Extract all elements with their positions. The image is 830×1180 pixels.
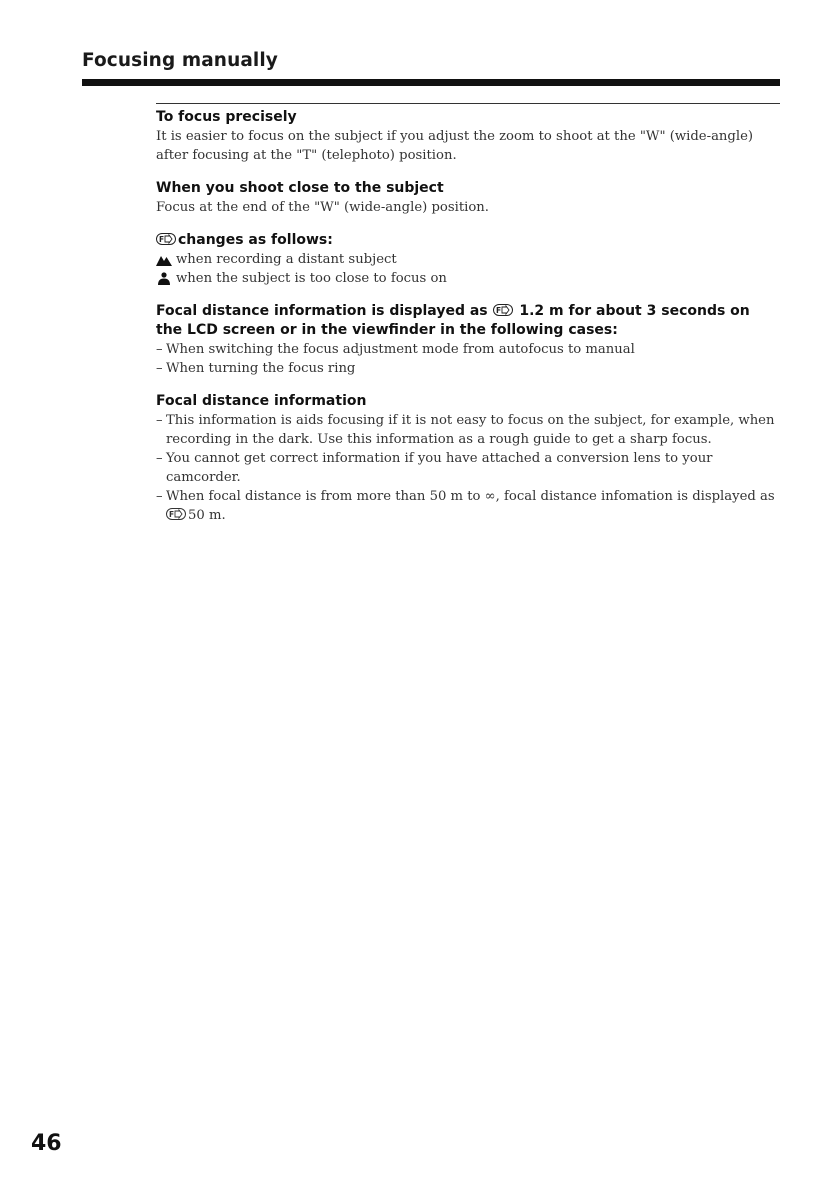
list-item: – When turning the focus ring bbox=[156, 359, 780, 378]
info-item-3-pre: When focal distance is from more than 50 m to ∞, focal distance infomation is displayed as bbox=[166, 489, 775, 504]
heading-focal-info: Focal distance information bbox=[156, 393, 367, 409]
info-item-2: You cannot get correct information if you have attached a conversion lens to your camcorder. bbox=[166, 451, 713, 485]
change-item-distant-text: when recording a distant subject bbox=[176, 252, 397, 267]
svg-text:F: F bbox=[159, 235, 165, 244]
body-focus-precisely: It is easier to focus on the subject if you adjust the zoom to shoot at the "W" (wide-angle) after focusing at the "T" (telephoto) position. bbox=[156, 129, 754, 163]
focus-distance-icon bbox=[156, 233, 176, 245]
focus-distance-icon bbox=[493, 304, 513, 316]
heading-display-cases-post: 1.2 m for about 3 seconds on the LCD screen or in the viewfinder in the following cases: bbox=[156, 303, 750, 338]
title-rule bbox=[82, 79, 780, 86]
change-item-close bbox=[156, 269, 780, 288]
svg-text:F: F bbox=[495, 306, 501, 315]
heading-focus-precisely: To focus precisely bbox=[156, 109, 297, 125]
change-item-distant bbox=[156, 250, 780, 269]
info-item-3 bbox=[166, 487, 780, 525]
info-item-3-post: 50 m. bbox=[188, 508, 226, 523]
list-item: – When switching the focus adjustment mode from autofocus to manual bbox=[156, 340, 780, 359]
focus-distance-icon bbox=[166, 508, 186, 520]
content bbox=[156, 103, 780, 525]
display-case-1: When switching the focus adjustment mode from autofocus to manual bbox=[166, 342, 635, 357]
body-close-subject: Focus at the end of the "W" (wide-angle) position. bbox=[156, 200, 489, 215]
svg-text:F: F bbox=[169, 510, 175, 519]
change-item-close-text: when the subject is too close to focus on bbox=[176, 271, 447, 286]
person-icon bbox=[156, 272, 176, 286]
list-item: – You cannot get correct information if you have attached a conversion lens to your camcorder. bbox=[156, 449, 780, 487]
mountain-icon bbox=[156, 253, 176, 267]
page-number: 46 bbox=[31, 1131, 62, 1156]
heading-changes-text: changes as follows: bbox=[178, 232, 333, 248]
heading-display-cases bbox=[156, 302, 780, 340]
section-rule bbox=[156, 103, 780, 104]
page-title: Focusing manually bbox=[82, 50, 278, 71]
heading-changes bbox=[156, 231, 780, 250]
list-item: – This information is aids focusing if it is not easy to focus on the subject, for example, when recording in the dark. Use this information as a rough guide to get a sharp focus. bbox=[156, 411, 780, 449]
info-item-1: This information is aids focusing if it is not easy to focus on the subject, for example, when recording in the dark. Use this information as a rough guide to get a sharp focus. bbox=[166, 413, 775, 447]
display-case-2: When turning the focus ring bbox=[166, 361, 356, 376]
list-item: – When focal distance is from more than 50 m to ∞, focal distance infomation is displayed as F 50 m. bbox=[156, 487, 780, 525]
heading-display-cases-pre: Focal distance information is displayed as bbox=[156, 303, 488, 319]
heading-close-subject: When you shoot close to the subject bbox=[156, 180, 444, 196]
